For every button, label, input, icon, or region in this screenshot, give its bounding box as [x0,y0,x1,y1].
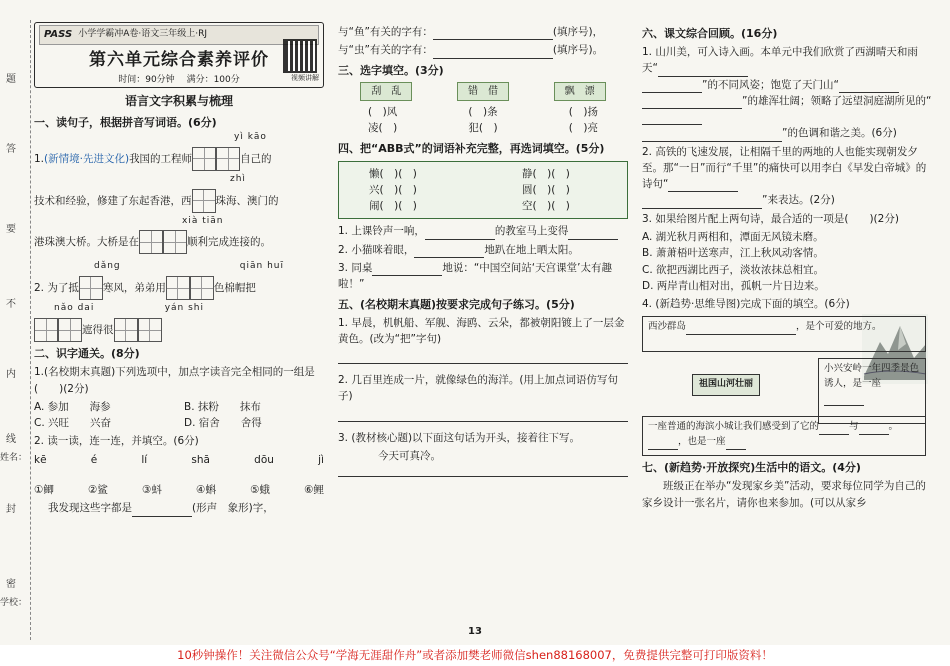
answer-line[interactable] [338,349,628,364]
logo: PASS [44,29,73,40]
q-text: (填序号)， [552,26,604,38]
binding-strip [0,20,31,640]
q-text: 遮得很 [82,324,114,337]
sentence-task-1: 1. 早晨，机帆船、军舰、海鸥、云朵，都被朝阳镀上了一层金黄色。(改为“把”字句) [338,316,625,345]
page-number: 13 [468,626,482,637]
q-text: 顺利完成连接的。 [187,236,271,249]
answer-blank[interactable] [642,80,702,93]
answer-blank[interactable] [726,437,746,450]
answer-line[interactable] [338,407,628,422]
char-item[interactable]: ③蚪 [142,483,162,496]
review-2 [642,144,932,209]
pinyin[interactable]: shā [191,453,210,466]
q-text: 与“虫”有关的字有： [338,44,433,57]
section-7-text: 班级正在举办“发现家乡美”活动，要求每位同学为自己的家乡设计一张名片，请你也来参加。(可以从家乡 [642,480,926,509]
qr-code-icon[interactable] [283,39,317,73]
question-4-fill [48,500,324,516]
answer-blank[interactable] [746,322,796,335]
abb-box [338,161,628,220]
q-text: ”的雄浑壮阔；领略了远望洞庭湖所见的“ [742,94,932,107]
exam-score: 满分：100分 [186,74,240,85]
q-text: ”的色调和谐之美。(6分) [782,127,897,140]
binding-label: 线 [6,434,16,445]
char-grid[interactable] [163,230,187,254]
node-text: ，也是一座 [678,436,726,448]
char-grid[interactable] [190,276,214,300]
abb-item[interactable]: 懒( )( ) [369,167,417,180]
column-right [642,22,932,513]
node-text: ，是个可爱的地方。 [796,321,882,333]
section-heading: 三、选字填空。(3分) [338,63,444,77]
name-field-label: 姓名： [0,453,28,463]
q-text: 我发现这些字都是 [48,502,132,515]
char-item[interactable]: ⑤蛾 [250,483,270,496]
qr-caption: 视频讲解 [291,74,319,82]
q-tag: (新情境·先进文化) [44,152,130,165]
char-grid[interactable] [192,147,216,171]
section-heading: 七、(新趋势·开放探究)生活中的语文。(4分) [642,461,861,475]
q-text: 1. 上课铃声一响， [338,225,425,238]
question-4: 2. 读一读，连一连，并填空。(6分) [34,435,199,448]
mind-node-xisha [642,316,926,352]
char-list [34,482,324,498]
fill-item[interactable]: 凌( ) [368,122,398,135]
page-title: 第六单元综合素养评价 [89,49,269,70]
answer-line[interactable] [338,466,628,477]
answer-blank[interactable] [568,227,618,240]
binding-label: 要 [6,224,16,235]
series-band [39,25,319,45]
section-heading: 五、(名校期末真题)按要求完成句子练习。(5分) [338,297,575,311]
pinyin: qiān huī [239,261,284,272]
fill-item[interactable]: ( )条 [468,106,498,119]
column-middle [338,22,628,477]
question-1-cont [34,230,324,254]
binding-label: 密 [6,579,16,590]
char-grid[interactable] [58,318,82,342]
q-text: ”的不同风姿；饱览了天门山“ [702,78,839,91]
q-text: 色棉帽把 [213,282,256,295]
char-grid[interactable] [139,230,163,254]
node-text: 一座普通的海滨小城让我们感受到了它的 [648,421,820,433]
abb-item[interactable]: 静( )( ) [522,167,570,180]
q-text: (填序号)。 [552,44,604,57]
section-heading: 一、读句子，根据拼音写词语。(6分) [34,115,217,129]
q-text: 与“鱼”有关的字有： [338,26,433,38]
abb-row [349,166,617,182]
section-heading: 二、识字通关。(8分) [34,347,140,361]
option[interactable]: C. 欲把西湖比西子，淡妆浓抹总相宜。 [642,263,825,276]
fill-item[interactable]: ( )风 [368,106,398,119]
node-text: 西沙群岛 [648,321,687,333]
answer-blank[interactable] [686,322,746,335]
answer-blank[interactable] [824,393,864,406]
q-text: 自己的 [240,152,272,165]
abb-row [349,182,617,198]
q-text: 1. 山川美，可入诗入画。本单元中我们欣赏了西湖晴天和雨天“ [642,46,918,75]
part-title: 语言文字积累与梳理 [124,94,233,108]
question-3: 1.(名校期末真题)下列选项中，加点字读音完全相同的一组是( )(2分) [34,366,315,395]
question-1 [34,147,324,171]
pinyin: yán shi [164,303,204,314]
char-item[interactable]: ⑥鲤 [304,483,324,496]
abb-item[interactable]: 空( )( ) [522,200,570,213]
answer-blank[interactable] [668,179,738,192]
answer-blank[interactable] [819,422,849,435]
exam-header [34,22,324,88]
abb-item[interactable]: 闹( )( ) [369,200,417,213]
q-text: 珠海、澳门的 [215,194,279,207]
column-left [34,22,324,519]
q-text: 地趴在地上晒太阳。 [484,243,579,256]
answer-blank[interactable] [642,129,782,142]
binding-label: 内 [6,369,16,380]
char-grid[interactable] [192,189,216,213]
char-choice-tags [338,82,628,102]
mind-center-node: 祖国山河壮丽 [692,374,760,396]
answer-blank[interactable] [648,437,678,450]
answer-blank[interactable] [132,504,192,517]
char-grid[interactable] [114,318,138,342]
char-item[interactable]: ②鲨 [88,483,108,496]
section-heading: 四、把“ABB式”的词语补充完整，再选词填空。(5分) [338,141,605,155]
answer-blank[interactable] [414,245,484,258]
node-text: 小兴安岭一年四季景色诱人，是一座 [824,363,920,390]
review-1 [642,44,932,142]
pinyin-row [34,302,324,316]
review-3: 3. 如果给图片配上两句诗，最合适的一项是( )(2分) [642,212,899,225]
char-grid[interactable] [34,318,58,342]
q-text: 的教室马上变得 [494,225,569,238]
node-text: 与 [849,421,859,433]
q-text: ”来表达。(2分) [762,194,835,207]
fill-line [338,42,628,58]
sentence-task-2: 2. 几百里连成一片，就像绿色的海洋。(用上加点词语仿写句子) [338,374,618,403]
q-text: 2. 小猫咪着眼， [338,243,415,256]
option[interactable]: B. 抹粉 抹布 [184,400,261,413]
options-list [642,229,852,294]
option[interactable]: B. 萧萧梧叶送寒声，江上秋风动客情。 [642,247,824,260]
q-text: 我国的工程师 [129,152,193,165]
char-choice: 错 借 [457,82,509,102]
fill-item[interactable]: 犯( ) [468,122,498,135]
q-text: 地说：“中国空间站‘天宫课堂’太有趣啦！” [338,261,612,291]
pinyin-list [34,452,324,468]
fill-row [338,104,628,120]
pinyin[interactable]: kē [34,453,47,466]
char-grid[interactable] [166,276,190,300]
option[interactable]: D. 两岸青山相对出，孤帆一片日边来。 [642,279,825,292]
mind-node-seaside: 一座普通的海滨小城让我们感受到了它的 与 。，也是一座 [642,416,926,456]
char-choice: 刮 乱 [360,82,412,102]
question-2 [34,276,324,300]
section-heading: 六、课文综合回顾。(16分) [642,27,778,40]
review-4: 4. (新趋势·思维导图)完成下面的填空。(6分) [642,298,850,311]
sentence-task-3: 3. (教材核心题)以下面这句话为开头，接着往下写。 [338,431,581,444]
question-1-cont [34,189,324,213]
options-row [34,415,324,431]
mind-node-xinganling [818,358,926,424]
binding-label: 封 [6,504,16,515]
promo-footer[interactable]: 10秒钟操作！关注微信公众号“学海无涯甜作舟”或者添加樊老师微信shen88168007，免费提供完整可打印版资料！ [0,645,950,666]
pinyin[interactable]: é [90,453,98,466]
exam-meta [39,74,319,88]
sentence-start: 今天可真冷。 [378,449,441,462]
answer-blank[interactable] [642,196,762,209]
answer-blank[interactable] [425,227,495,240]
fill-item[interactable]: ( )扬 [568,106,598,119]
fill-line [338,242,628,258]
abb-item[interactable]: 兴( )( ) [369,183,417,196]
answer-blank[interactable] [372,263,442,276]
q-text: 2. 为了抵 [34,282,79,295]
answer-blank[interactable] [433,27,553,40]
fill-line [338,24,628,40]
pinyin-row [34,260,324,274]
pinyin: nǎo dai [54,303,95,314]
options-row [34,399,324,415]
q-text: 港珠澳大桥。大桥是在 [34,236,139,249]
option[interactable]: A. 湖光秋月两相和，潭面无风镜未磨。 [642,230,824,243]
fill-row [338,120,628,136]
q-text: 寒风，弟弟用 [102,282,166,295]
char-choice: 飘 漂 [554,82,606,102]
question-2-cont [34,318,324,342]
binding-label: 答 [6,144,16,155]
char-grid[interactable] [79,276,103,300]
series-name: 小学学霸冲A卷·语文三年级上·RJ [78,28,207,39]
q-number: 1. [34,152,45,165]
char-item[interactable]: ①鲫 [34,483,54,496]
pinyin: dǎng [94,261,121,272]
fill-line [338,223,628,239]
q-text: 3. 同桌 [338,261,373,274]
answer-blank[interactable] [433,46,553,59]
answer-blank[interactable] [859,422,889,435]
char-grid[interactable] [216,147,240,171]
q-text: (形声 象形)字， [192,502,274,515]
answer-blank[interactable] [839,80,899,93]
q-text: 技术和经验，修建了东起香港，西 [34,194,192,207]
pinyin[interactable]: lí [141,453,148,466]
char-grid[interactable] [138,318,162,342]
q-text: 2. 高铁的飞速发展，让相隔千里的两地的人也能实现朝发夕至。那“一日”而行“千里”的痛快可以用李白《早发白帝城》的诗句“ [642,145,927,191]
pinyin[interactable]: jì [318,453,324,466]
abb-item[interactable]: 圆( )( ) [522,183,570,196]
exam-time: 时间：90分钟 [118,74,175,85]
abb-row [349,198,617,214]
answer-blank[interactable] [642,96,742,109]
answer-blank[interactable] [658,64,748,77]
option[interactable]: A. 参加 海参 [34,400,111,413]
pinyin: xià tiān [182,215,224,226]
binding-label: 不 [6,299,16,310]
pinyin[interactable]: dōu [254,453,274,466]
option[interactable]: D. 宿舍 舍得 [184,417,262,430]
char-item[interactable]: ④蝌 [196,483,216,496]
pinyin: yì kāo [234,131,267,142]
mind-map [642,316,932,456]
answer-blank[interactable] [642,112,702,125]
option[interactable]: C. 兴旺 兴奋 [34,417,112,430]
fill-line [338,260,628,293]
pinyin: zhì [230,173,246,184]
school-field-label: 学校： [0,598,28,608]
binding-label: 题 [6,74,16,85]
fill-item[interactable]: ( )亮 [568,122,598,135]
